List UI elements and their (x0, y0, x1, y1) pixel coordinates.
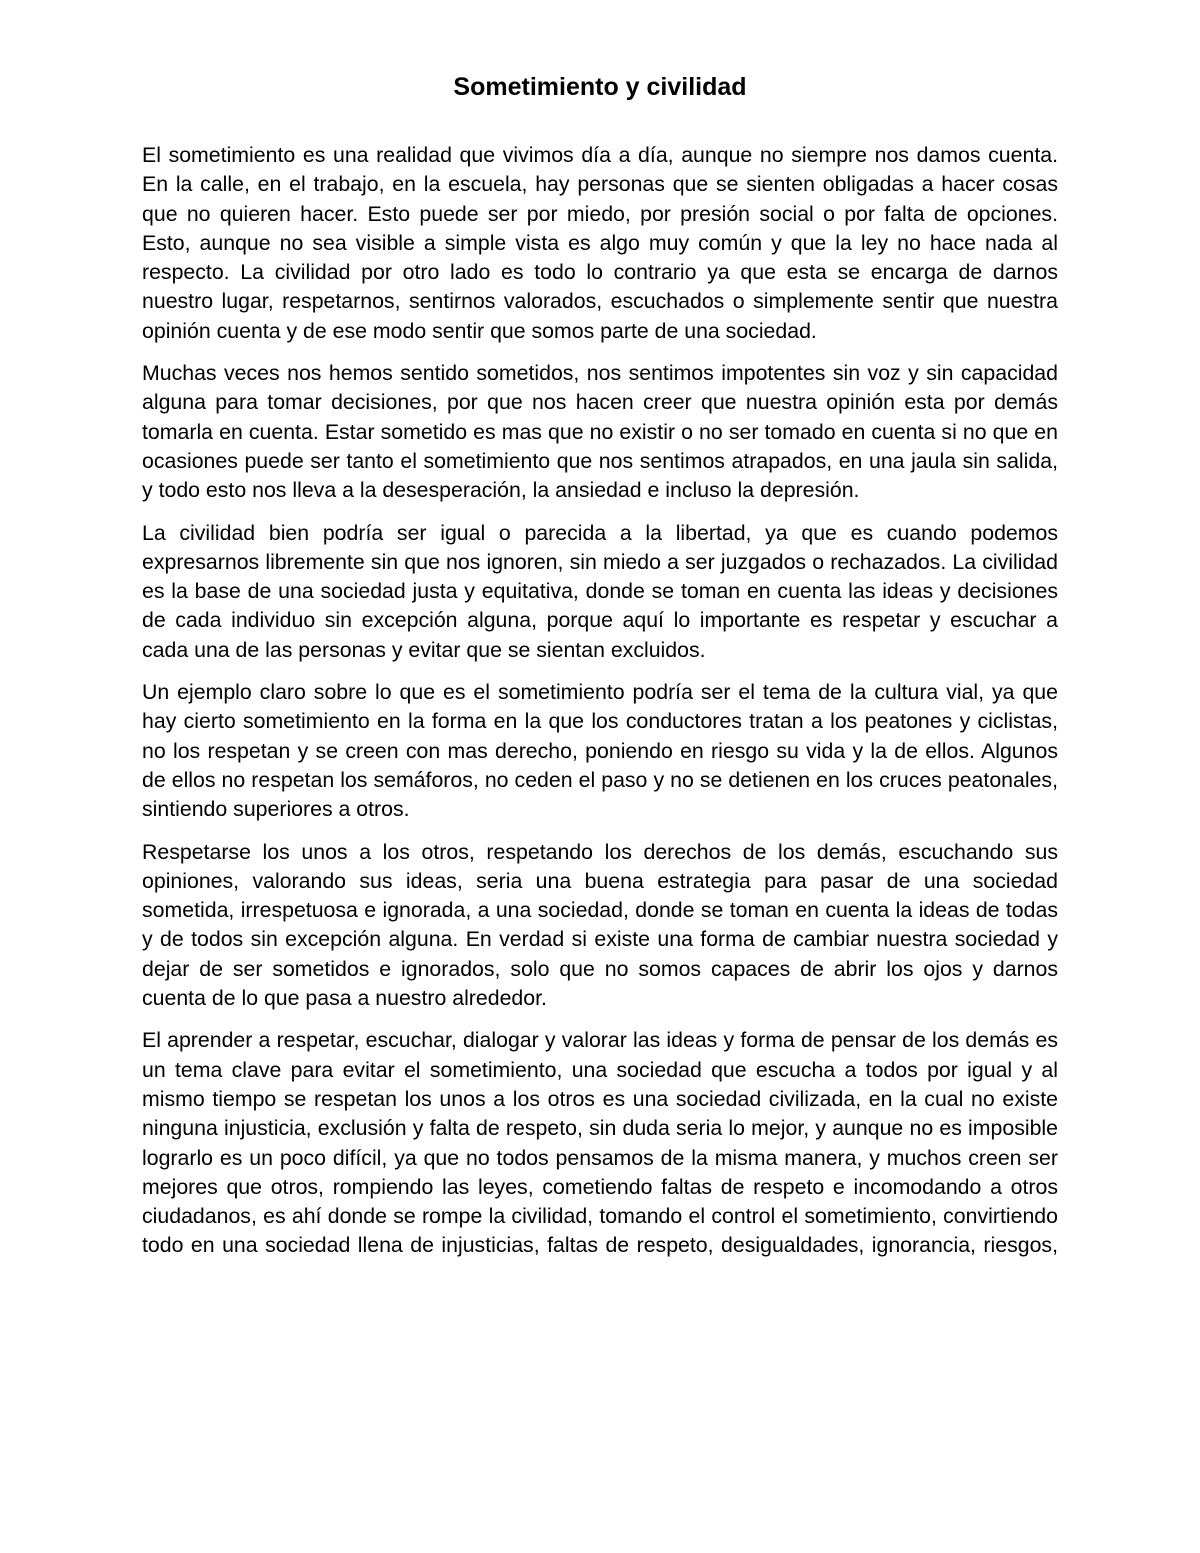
paragraph-4: Un ejemplo claro sobre lo que es el sometimiento podría ser el tema de la cultura vial, ya que hay cierto sometimiento en la forma en la que los conductores tratan a los peatones y ciclistas, no los respetan y se creen con mas derecho, poniendo en riesgo su vida y la de ellos. Algunos de ellos no respetan los semáforos, no ceden el paso y no se detienen en los cruces peatonales, sintiendo superiores a otros. (142, 680, 1058, 822)
document-body (142, 141, 1058, 1273)
paragraph-5: Respetarse los unos a los otros, respetando los derechos de los demás, escuchando sus opiniones, valorando sus ideas, seria una buena estrategia para pasar de una sociedad sometida, irrespetuosa e ignorada, a una sociedad, donde se toman en cuenta la ideas de todas y de todos sin excepción alguna. En verdad si existe una forma de cambiar nuestra sociedad y dejar de ser sometidos e ignorados, solo que no somos capaces de abrir los ojos y darnos cuenta de lo que pasa a nuestro alrededor. (142, 839, 1058, 1011)
paragraph-1: El sometimiento es una realidad que vivimos día a día, aunque no siempre nos damos cuenta. En la calle, en el trabajo, en la escuela, hay personas que se sienten obligadas a hacer cosas que no quieren hacer. Esto puede ser por miedo, por presión social o por falta de opciones. Esto, aunque no sea visible a simple vista es algo muy común y que la ley no hace nada al respecto. La civilidad por otro lado es todo lo contrario ya que esta se encarga de darnos nuestro lugar, respetarnos, sentirnos valorados, escuchados o simplemente sentir que nuestra opinión cuenta y de ese modo sentir que somos parte de una sociedad. (142, 143, 1058, 343)
document-title: Sometimiento y civilidad (453, 73, 747, 101)
paragraph-3: La civilidad bien podría ser igual o parecida a la libertad, ya que es cuando podemos expresarnos libremente sin que nos ignoren, sin miedo a ser juzgados o rechazados. La civilidad es la base de una sociedad justa y equitativa, donde se toman en cuenta las ideas y decisiones de cada individuo sin excepción alguna, porque aquí lo importante es respetar y escuchar a cada una de las personas y evitar que se sientan excluidos. (142, 520, 1058, 662)
paragraph-2: Muchas veces nos hemos sentido sometidos, nos sentimos impotentes sin voz y sin capacidad alguna para tomar decisiones, por que nos hacen creer que nuestra opinión esta por demás tomarla en cuenta. Estar sometido es mas que no existir o no ser tomado en cuenta si no que en ocasiones puede ser tanto el sometimiento que nos sentimos atrapados, en una jaula sin salida, y todo esto nos lleva a la desesperación, la ansiedad e incluso la depresión. (142, 361, 1058, 503)
paragraph-6: El aprender a respetar, escuchar, dialogar y valorar las ideas y forma de pensar de los demás es un tema clave para evitar el sometimiento, una sociedad que escucha a todos por igual y al mismo tiempo se respetan los unos a los otros es una sociedad civilizada, en la cual no existe ninguna injusticia, exclusión y falta de respeto, sin duda seria lo mejor, y aunque no es imposible lograrlo es un poco difícil, ya que no todos pensamos de la misma manera, y muchos creen ser mejores que otros, rompiendo las leyes, cometiendo faltas de respeto e incomodando a otros ciudadanos, es ahí donde se rompe la civilidad, tomando el control el sometimiento, convirtiendo todo en una sociedad llena de injusticias, faltas de respeto, desigualdades, ignorancia, riesgos, (142, 1028, 1058, 1258)
